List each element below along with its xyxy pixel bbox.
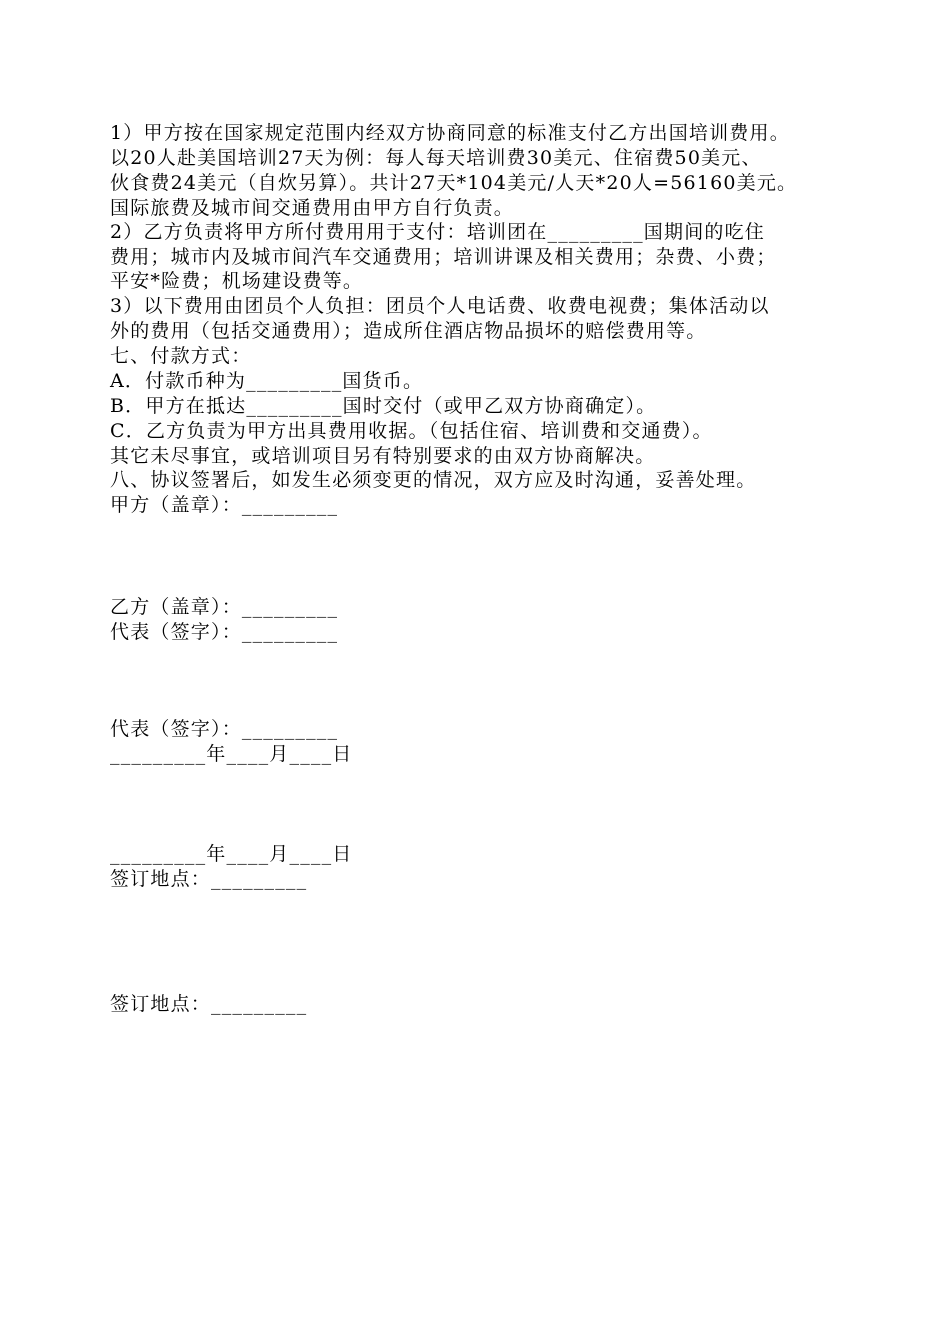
party-a-seal: 甲方（盖章）：_________: [110, 494, 339, 516]
clause-3-line-1: 3）以下费用由团员个人负担：团员个人电话费、收费电视费；集体活动以: [110, 295, 770, 317]
other-matters: 其它未尽事宜，或培训项目另有特别要求的由双方协商解决。: [110, 445, 656, 467]
clause-1-line-3: 伙食费24美元（自炊另算）。共计27天*104美元/人天*20人=56160美元。: [110, 172, 798, 194]
representative-signature-2: 代表（签字）：_________: [110, 718, 339, 740]
section-7-heading: 七、付款方式：: [110, 345, 252, 367]
date-line-1: _________年____月____日: [110, 743, 353, 765]
section-8: 八、协议签署后，如发生必须变更的情况，双方应及时沟通，妥善处理。: [110, 469, 757, 491]
clause-2-line-3: 平安*险费；机场建设费等。: [110, 270, 364, 292]
clause-2-line-1: 2）乙方负责将甲方所付费用用于支付：培训团在_________国期间的吃住: [110, 221, 765, 243]
date-line-2: _________年____月____日: [110, 843, 353, 865]
payment-item-b: B．甲方在抵达_________国时交付（或甲乙双方协商确定）。: [110, 395, 657, 417]
signing-place-1: 签订地点：_________: [110, 868, 308, 890]
clause-1-line-1: 1）甲方按在国家规定范围内经双方协商同意的标准支付乙方出国培训费用。: [110, 122, 790, 144]
clause-1-line-2: 以20人赴美国培训27天为例：每人每天培训费30美元、住宿费50美元、: [110, 147, 762, 169]
representative-signature-1: 代表（签字）：_________: [110, 621, 339, 643]
payment-item-a: A．付款币种为_________国货币。: [110, 370, 424, 392]
signing-place-2: 签订地点：_________: [110, 993, 308, 1015]
clause-2-line-2: 费用；城市内及城市间汽车交通费用；培训讲课及相关费用；杂费、小费；: [110, 246, 777, 268]
clause-1-line-4: 国际旅费及城市间交通费用由甲方自行负责。: [110, 197, 515, 219]
payment-item-c: C．乙方负责为甲方出具费用收据。（包括住宿、培训费和交通费）。: [110, 420, 713, 442]
party-b-seal: 乙方（盖章）：_________: [110, 596, 339, 618]
clause-3-line-2: 外的费用（包括交通费用）；造成所住酒店物品损坏的赔偿费用等。: [110, 320, 707, 342]
